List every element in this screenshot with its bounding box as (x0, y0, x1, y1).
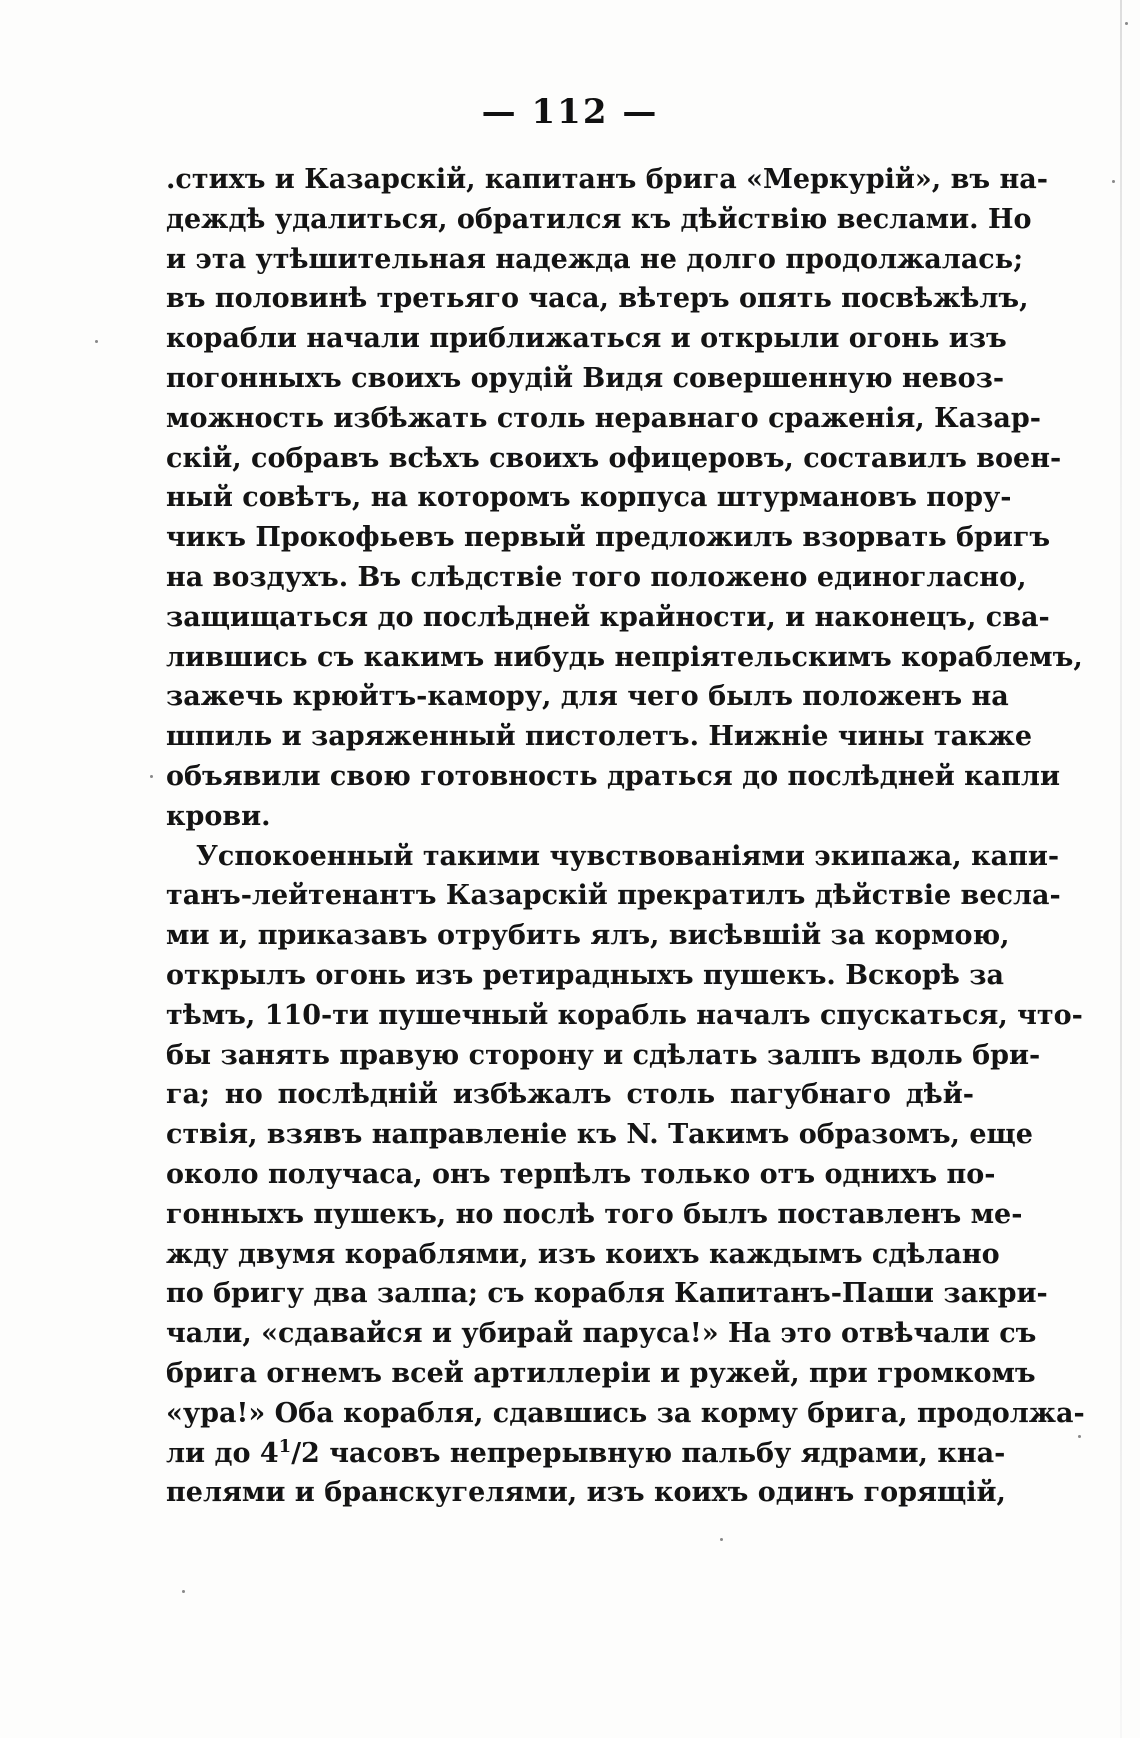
text-line: чали, «сдавайся и убирай паруса!» На это отвѣчали съ (166, 1318, 1037, 1350)
text-line: .стихъ и Казарскій, капитанъ брига «Меркурій», въ на- (166, 164, 1048, 195)
text-line: танъ-лейтенантъ Казарскій прекратилъ дѣйствіе весла- (166, 880, 1061, 912)
text-line: скій, собравъ всѣхъ своихъ офицеровъ, составилъ воен- (166, 442, 1062, 474)
text-line: по бригу два залпа; съ корабля Капитанъ-Паши закри- (166, 1278, 1048, 1310)
fraction-superscript: 1 (278, 1435, 292, 1457)
scan-speck (1125, 22, 1128, 25)
text-line: около получаса, онъ терпѣлъ только отъ однихъ по- (166, 1158, 996, 1190)
scan-speck (720, 1538, 723, 1541)
text-line: га; но послѣдній избѣжалъ столь пагубнаго дѣй- (166, 1079, 974, 1111)
text-line: на воздухъ. Въ слѣдствіе того положено единогласно, (166, 561, 1027, 593)
text-line: корабли начали приближаться и открыли огонь изъ (166, 323, 1007, 355)
text-line: деждѣ удалиться, обратился къ дѣйствію веслами. Но (166, 203, 1032, 235)
scan-speck (95, 340, 98, 343)
fraction-denominator: /2 (291, 1437, 320, 1469)
paragraph-1 (166, 160, 1083, 837)
text-line: Успокоенный такими чувствованіями экипажа, капи- (196, 840, 1060, 872)
text-line: бы занять правую сторону и сдѣлать залпъ вдоль бри- (166, 1039, 1041, 1071)
text-line: «ура!» Оба корабля, сдавшись за корму брига, продолжа- (166, 1397, 1085, 1429)
paragraph-2 (166, 837, 1085, 1514)
scan-speck (1112, 180, 1115, 183)
text-line: въ половинѣ третьяго часа, вѣтеръ опять посвѣжѣлъ, (166, 283, 1029, 315)
text-line: защищаться до послѣдней крайности, и наконецъ, сва- (166, 601, 1050, 633)
scan-speck (1078, 1435, 1081, 1438)
text-line: лившись съ какимъ нибудь непріятельскимъ кораблемъ, (166, 641, 1083, 673)
text-line: погонныхъ своихъ орудій Видя совершенную невоз- (166, 362, 1005, 394)
page-number: — 112 — (481, 92, 659, 132)
text-line: чикъ Прокофьевъ первый предложилъ взорвать бригъ (166, 522, 1051, 554)
text-line: ствія, взявъ направленіе къ N. Такимъ образомъ, еще (166, 1119, 1033, 1151)
scan-speck (150, 775, 153, 778)
text-line: гонныхъ пушекъ, но послѣ того былъ поставленъ ме- (166, 1198, 1023, 1230)
text-line: жду двумя кораблями, изъ коихъ каждымъ сдѣлано (166, 1238, 1000, 1270)
text-line: ми и, приказавъ отрубить ялъ, висѣвшій за кормою, (166, 920, 1010, 952)
scan-speck (182, 1590, 185, 1593)
text-line: ный совѣтъ, на которомъ корпуса штурмановъ пору- (166, 482, 1012, 514)
text-line: и эта утѣшительная надежда не долго продолжалась; (166, 243, 1024, 275)
text-line: можность избѣжать столь неравнаго сраженія, Казар- (166, 402, 1041, 434)
text-line: открылъ огонь изъ ретирадныхъ пушекъ. Вскорѣ за (166, 959, 1004, 991)
text-line: объявили свою готовность драться до послѣдней капли (166, 760, 1060, 792)
fraction-line-text: ли до $4^1/2$ часовъ непрерывную пальбу ядрами, кна- (166, 1435, 1006, 1469)
text-line: пелями и бранскугелями, изъ коихъ одинъ горящій, (166, 1477, 1006, 1509)
page-edge-shadow (1120, 0, 1122, 1738)
text-line-with-fraction (166, 1434, 1006, 1474)
text-line: зажечь крюйтъ-камору, для чего былъ положенъ на (166, 681, 1009, 713)
text-line: крови. (166, 800, 271, 832)
text-line: шпиль и заряженный пистолетъ. Нижніе чины также (166, 721, 1033, 753)
text-line: тѣмъ, 110-ти пушечный корабль началъ спускаться, что- (166, 999, 1083, 1031)
text-line: брига огнемъ всей артиллеріи и ружей, при громкомъ (166, 1357, 1036, 1389)
body-text (166, 160, 1085, 1513)
